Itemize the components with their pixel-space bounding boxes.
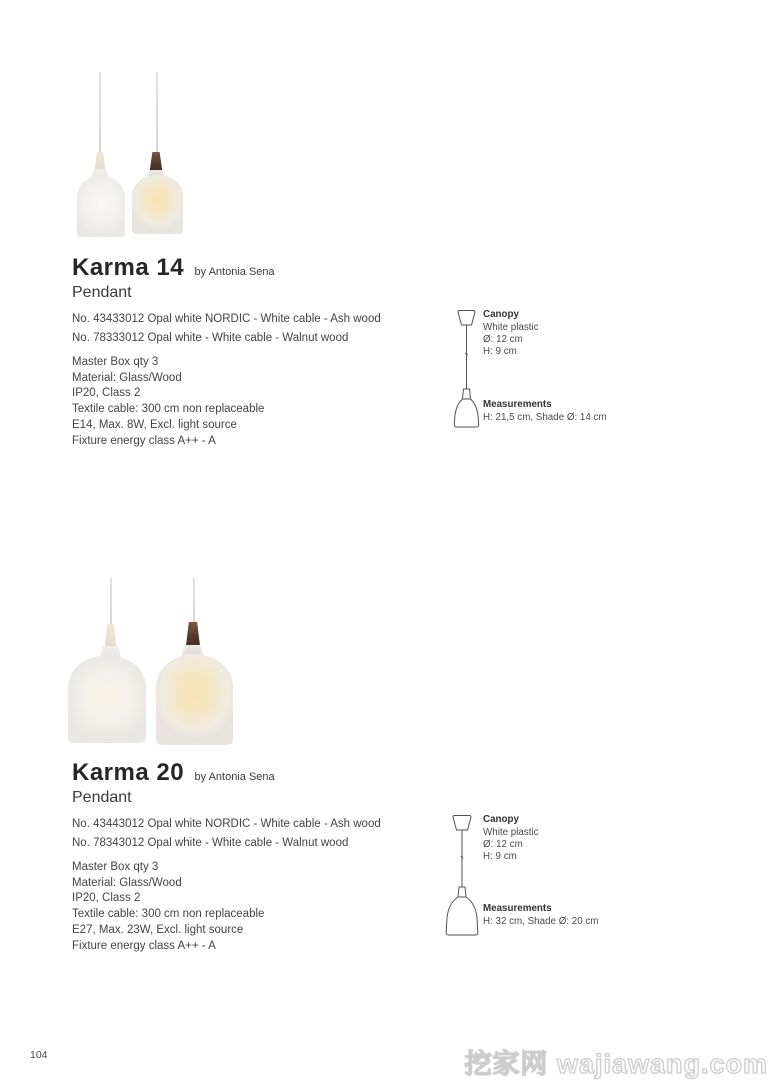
canopy-outline (458, 311, 475, 326)
product-type: Pendant (72, 789, 132, 806)
product-type: Pendant (72, 284, 132, 301)
spec-line: Textile cable: 300 cm non replaceable (72, 403, 265, 416)
spec-line: Fixture energy class A++ - A (72, 434, 216, 447)
spec-line: E27, Max. 23W, Excl. light source (72, 923, 244, 936)
measurements-line: H: 32 cm, Shade Ø: 20 cm (483, 916, 599, 927)
measurements-title: Measurements (483, 903, 552, 914)
socket-outline (463, 389, 471, 399)
measurements-title: Measurements (483, 399, 552, 410)
canopy-spec (483, 814, 539, 863)
glass-shade-lit (132, 175, 183, 234)
variant-list (72, 310, 381, 348)
variant-line: No. 78343012 Opal white - White cable - Walnut wood (72, 837, 349, 849)
watermark: 挖家网 wajiawang.com (464, 1049, 768, 1079)
page-number: 104 (30, 1049, 48, 1061)
glass-shade (77, 176, 125, 237)
spec-line: E14, Max. 8W, Excl. light source (72, 418, 237, 431)
spec-list (72, 860, 264, 954)
canopy-line: Ø: 12 cm (483, 839, 523, 850)
pendant-cable (193, 578, 195, 624)
designer-byline: by Antonia Sena (194, 771, 275, 783)
canopy-line: Ø: 12 cm (483, 334, 523, 345)
variant-line: No. 78333012 Opal white - White cable - Walnut wood (72, 332, 349, 344)
measurements-spec (483, 399, 607, 424)
spec-line: Material: Glass/Wood (72, 371, 182, 384)
spec-line: Master Box qty 3 (72, 861, 159, 873)
canopy-spec (483, 309, 539, 358)
variant-line: No. 43433012 Opal white NORDIC - White cable - Ash wood (72, 313, 381, 325)
canopy-title: Canopy (483, 814, 519, 825)
canopy-line: H: 9 cm (483, 346, 517, 357)
spec-line: IP20, Class 2 (72, 387, 141, 400)
product-title: Karma 14 (72, 254, 185, 281)
product-heading-karma20 (72, 759, 275, 787)
product-title: Karma 20 (72, 759, 185, 786)
canopy-title: Canopy (483, 309, 519, 320)
socket-outline (458, 887, 466, 897)
designer-byline: by Antonia Sena (194, 266, 275, 278)
technical-drawing-karma14 (452, 309, 482, 429)
shade-outline (454, 399, 478, 427)
glass-shade (68, 656, 146, 743)
canopy-outline (453, 816, 471, 831)
technical-drawing-karma20 (443, 814, 481, 937)
pendant-cable (110, 578, 112, 626)
variant-list (72, 815, 381, 853)
pendant-cable (156, 72, 158, 154)
canopy-line: White plastic (483, 322, 539, 333)
spec-list (72, 355, 264, 449)
spec-line: IP20, Class 2 (72, 892, 141, 905)
glass-shade-lit (156, 655, 233, 745)
canopy-line: White plastic (483, 827, 539, 838)
spec-line: Master Box qty 3 (72, 356, 159, 368)
variant-line: No. 43443012 Opal white NORDIC - White cable - Ash wood (72, 818, 381, 830)
spec-line: Fixture energy class A++ - A (72, 939, 216, 952)
canopy-line: H: 9 cm (483, 851, 517, 862)
spec-line: Material: Glass/Wood (72, 876, 182, 889)
spec-line: Textile cable: 300 cm non replaceable (72, 908, 265, 921)
measurements-spec (483, 903, 598, 928)
product-heading-karma14 (72, 254, 275, 282)
pendant-cable (99, 72, 101, 154)
shade-outline (446, 897, 478, 935)
measurements-line: H: 21,5 cm, Shade Ø: 14 cm (483, 412, 607, 423)
